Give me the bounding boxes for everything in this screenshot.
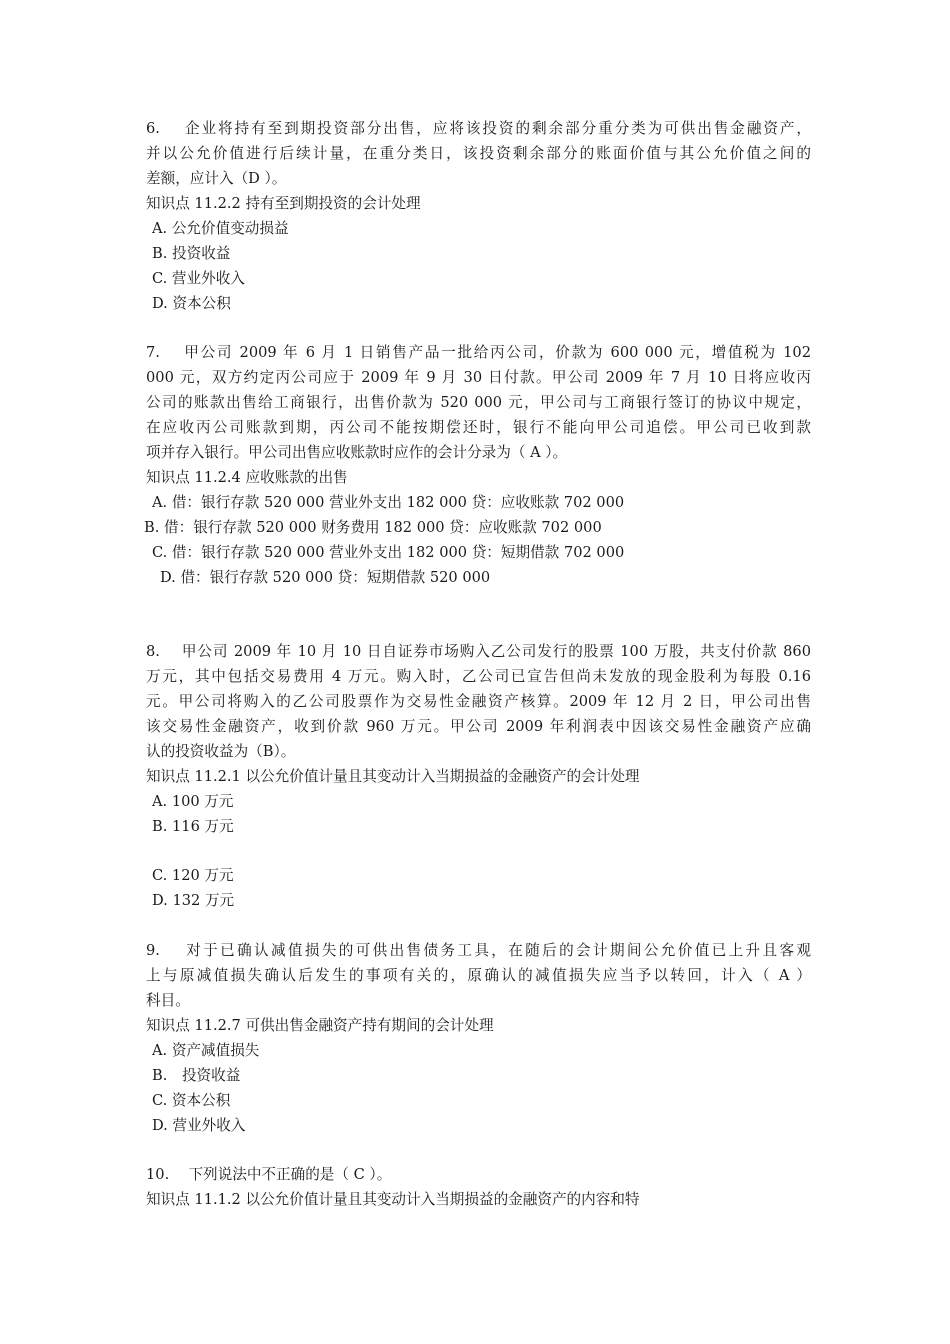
question-8-option-c: C. 120 万元 <box>152 867 234 884</box>
question-9-option-d: D. 营业外收入 <box>152 1117 246 1134</box>
question-9-line-1: 9. 对于已确认减值损失的可供出售债务工具，在随后的会计期间公允价值已上升且客观 <box>146 942 811 959</box>
question-8-line-2: 万元，其中包括交易费用 4 万元。购入时，乙公司已宣告但尚未发放的现金股利为每股 0.16 <box>146 668 811 685</box>
question-8-option-d: D. 132 万元 <box>152 892 235 909</box>
question-8-line-1: 8. 甲公司 2009 年 10 月 10 日自证券市场购入乙公司发行的股票 100 万股，共支付价款 860 <box>146 643 811 660</box>
question-9-option-b: B. 投资收益 <box>152 1067 241 1084</box>
question-6-line-1: 6. 企业将持有至到期投资部分出售，应将该投资的剩余部分重分类为可供出售金融资产， <box>146 120 811 137</box>
question-6-option-c: C. 营业外收入 <box>152 270 245 287</box>
question-6-option-a: A. 公允价值变动损益 <box>152 220 289 237</box>
question-9-option-c: C. 资本公积 <box>152 1092 231 1109</box>
question-8-line-4: 该交易性金融资产，收到价款 960 万元。甲公司 2009 年利润表中因该交易性金融资产应确 <box>146 718 811 735</box>
question-8-line-3: 元。甲公司将购入的乙公司股票作为交易性金融资产核算。2009 年 12 月 2 日，甲公司出售 <box>146 693 811 710</box>
question-10-line-1: 10. 下列说法中不正确的是（ C ）。 <box>146 1166 392 1183</box>
question-9-line-2: 上与原减值损失确认后发生的事项有关的，原确认的减值损失应当予以转回，计入（ A ） <box>146 967 811 984</box>
question-7-line-2: 000 元，双方约定丙公司应于 2009 年 9 月 30 日付款。甲公司 2009 年 7 月 10 日将应收丙 <box>146 369 811 386</box>
question-8-line-5: 认的投资收益为（B）。 <box>146 743 296 760</box>
question-6-option-b: B. 投资收益 <box>152 245 231 262</box>
question-10-knowledge: 知识点 11.1.2 以公允价值计量且其变动计入当期损益的金融资产的内容和特 <box>146 1191 640 1208</box>
question-7-line-4: 在应收丙公司账款到期，丙公司不能按期偿还时，银行不能向甲公司追偿。甲公司已收到款 <box>146 419 811 436</box>
question-6-line-2: 并以公允价值进行后续计量，在重分类日，该投资剩余部分的账面价值与其公允价值之间的 <box>146 145 811 162</box>
question-8-option-a: A. 100 万元 <box>152 793 234 810</box>
question-7-line-1: 7. 甲公司 2009 年 6 月 1 日销售产品一批给丙公司，价款为 600 000 元，增值税为 102 <box>146 344 811 361</box>
question-8-option-b: B. 116 万元 <box>152 818 234 835</box>
question-7-option-d: D. 借：银行存款 520 000 贷：短期借款 520 000 <box>160 569 491 586</box>
question-7-line-3: 公司的账款出售给工商银行，出售价款为 520 000 元，甲公司与工商银行签订的协议中规定， <box>146 394 811 411</box>
question-6-knowledge: 知识点 11.2.2 持有至到期投资的会计处理 <box>146 195 421 212</box>
question-7-line-5: 项并存入银行。甲公司出售应收账款时应作的会计分录为（ A ）。 <box>146 444 568 461</box>
question-7-option-a: A. 借：银行存款 520 000 营业外支出 182 000 贷：应收账款 702 000 <box>152 494 625 511</box>
question-9-knowledge: 知识点 11.2.7 可供出售金融资产持有期间的会计处理 <box>146 1017 494 1034</box>
question-8-knowledge: 知识点 11.2.1 以公允价值计量且其变动计入当期损益的金融资产的会计处理 <box>146 768 640 785</box>
question-9-option-a: A. 资产减值损失 <box>152 1042 260 1059</box>
question-6-option-d: D. 资本公积 <box>152 295 231 312</box>
question-6-line-3: 差额，应计入（D ）。 <box>146 170 287 187</box>
question-7-option-c: C. 借：银行存款 520 000 营业外支出 182 000 贷：短期借款 702 000 <box>152 544 625 561</box>
question-7-option-b: B. 借：银行存款 520 000 财务费用 182 000 贷：应收账款 702 000 <box>144 519 602 536</box>
question-9-line-3: 科目。 <box>146 992 190 1009</box>
question-7-knowledge: 知识点 11.2.4 应收账款的出售 <box>146 469 348 486</box>
